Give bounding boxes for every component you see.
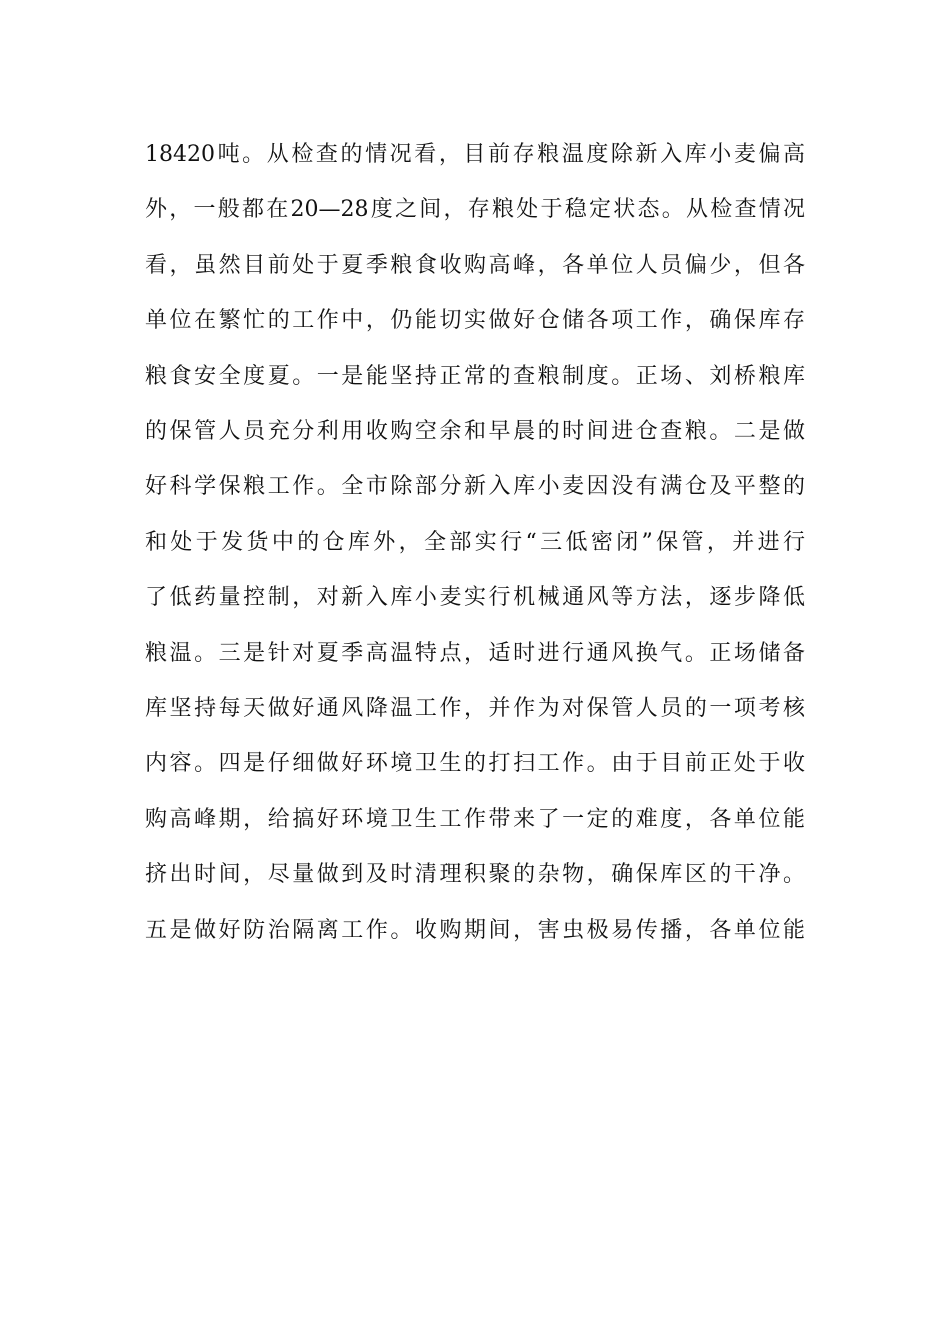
text-line: 的保管人员充分利用收购空余和早晨的时间进仓查粮。二是做: [145, 419, 805, 444]
text-line: 购高峰期，给搞好环境卫生工作带来了一定的难度，各单位能: [145, 806, 805, 832]
text-line: 18420吨。从检查的情况看，目前存粮温度除新入库小麦偏高: [145, 142, 805, 167]
text-line: 外，一般都在20—28度之间，存粮处于稳定状态。从检查情况: [145, 197, 805, 223]
text-line: 单位在繁忙的工作中，仍能切实做好仓储各项工作，确保库存: [145, 308, 805, 334]
text-line: 和处于发货中的仓库外，全部实行“三低密闭”保管，并进行: [145, 529, 805, 555]
text-line: 了低药量控制，对新入库小麦实行机械通风等方法，逐步降低: [145, 585, 805, 611]
text-line: 库坚持每天做好通风降温工作，并作为对保管人员的一项考核: [145, 696, 805, 721]
text-line: 挤出时间，尽量做到及时清理积聚的杂物，确保库区的干净。: [145, 862, 805, 888]
text-line: 粮食安全度夏。一是能坚持正常的查粮制度。正场、刘桥粮库: [145, 363, 805, 389]
text-line: 看，虽然目前处于夏季粮食收购高峰，各单位人员偏少，但各: [145, 252, 805, 278]
text-line: 好科学保粮工作。全市除部分新入库小麦因没有满仓及平整的: [145, 474, 805, 500]
text-line: 粮温。三是针对夏季高温特点，适时进行通风换气。正场储备: [145, 640, 805, 666]
text-line: 内容。四是仔细做好环境卫生的打扫工作。由于目前正处于收: [145, 751, 805, 777]
text-line: 五是做好防治隔离工作。收购期间，害虫极易传播，各单位能: [145, 917, 805, 943]
